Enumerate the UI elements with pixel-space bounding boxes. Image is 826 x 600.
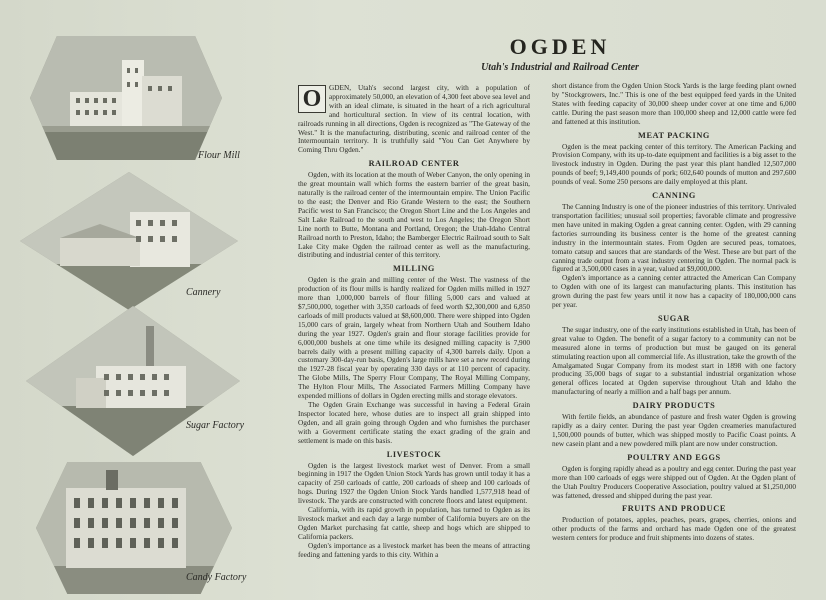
milling-paragraph-1: Ogden is the grain and milling center of the West. The vastness of the production of its flour mills is hardly realized for Ogden mills milled in 1927 more than 1,000,000 barrels of flour filling 5,000 cars and valued at $7,500,000, together with 3,350 carloads of feed worth $2,300,000 and 6,850 carloads of mill products valued at $8,600,000. There were shipped into Ogden 15,000 cars of grain, largely wheat from Northern Utah and Southern Idaho during the year 1927. Ogden's grain and flour storage facilities provide for 6,000,000 bushels at one time while its designed milling capacity is 7,900 barrels daily with a present milling capacity of 4,300 barrels daily. Upon a customary 300-day-run basis, Ogden's large mills have set a new record during the 1927-28 fiscal year by operating 330 days or at 110 percent of capacity. The Globe Mills, The Sperry Flour Company, The Royal Milling Company, The Hylton Flour Mills, The Associated Farmers Milling Company have expended millions of dollars in Ogden erecting mills and storage elevators. xyxy=(298,275,530,401)
poultry-heading: POULTRY AND EGGS xyxy=(627,452,721,462)
photo-column xyxy=(0,0,268,600)
candy-factory-caption: Candy Factory xyxy=(186,572,247,583)
livestock-heading: LIVESTOCK xyxy=(386,449,442,459)
milling-paragraph-2: The Ogden Grain Exchange was successful in having a Federal Grain Inspector located here, whose duties are to inspect all grain shipped into Ogden, and all grain going through Ogden and who furnishes the purchaser with a Goverment certificate stating the exact grading of the grain and settlement is made on this basis. xyxy=(298,400,530,445)
meat-packing-heading: MEAT PACKING xyxy=(638,130,710,140)
meat-packing-paragraph: Ogden is the meat packing center of this territory. The American Packing and Provision Company, with its up-to-date equipment and facilities is a big asset to the livestock industry in Ogden. During the past year this plant handled 12,507,000 pounds of beef; 9,149,400 pounds of pork; 602,640 pounds of mutton and 297,600 pounds of veal. Some 250 persons are daily employed at this plant. xyxy=(552,141,796,187)
sugar-factory-photo xyxy=(26,306,240,456)
railroad-paragraph: Ogden, with its location at the mouth of Weber Canyon, the only opening in the great mountain wall which forms the eastern barrier of the great basin, naturally is the railroad center of the intermountain empire. The Union Pacific to the east; the Denver and Rio Grande Western to the east; the Southern Pacific west to San Francisco; the Oregon Short Line and the Los Angeles and Salt Lake Railroad to the south and west to Los Angeles; the Oregon Short Line north to Butte, Montana and Portland, Oregon; the Utah-Idaho Central Railroad north to Preston, Idaho; the Bamberger Electric Railroad south to Salt Lake City make Ogden the railroad center as well as the manufacturing, distributing and industrial center of this territory. xyxy=(298,170,530,260)
intro-paragraph xyxy=(298,84,530,155)
sugar-heading: SUGAR xyxy=(657,313,691,323)
sugar-factory-caption: Sugar Factory xyxy=(186,420,245,431)
canning-paragraph-2: Ogden's importance as a canning center attracted the American Can Company to Ogden with one of its largest can manufacturing plants. This institution has grown during the past few years until it now has a capacity of 180,000,000 cans per year. xyxy=(552,273,796,310)
fruits-paragraph: Production of potatoes, apples, peaches, pears, grapes, cherries, onions and other products of the farms and orchard has made Ogden one of the greatest western centers for produce and fruit shipments into dozens of states. xyxy=(552,515,796,543)
dairy-paragraph: With fertile fields, an abundance of pasture and fresh water Ogden is growing rapidly as a dairy center. During the past year Ogden creameries manufactured 1,500,000 pounds of butter, which was shipped mostly to Pacific Coast points. A new casein plant and a new powdered milk plant are now under construction. xyxy=(552,412,796,448)
livestock-paragraph-2: California, with its rapid growth in population, has turned to Ogden as its livestock market and each day a large number of California buyers are on the Ogden Market purchasing fat cattle, sheep and hogs which are shipped to California packers. xyxy=(298,505,530,541)
page-title: OGDEN xyxy=(509,34,611,59)
feeding-continued-paragraph: short distance from the Ogden Union Stock Yards is the large feeding plant owned by "Stockgrowers, Inc." This is one of the best equipped feed yards in the United States with feeding capacity of 30,000 sheep under cover at one time and 6,000 cattle. During the past season more than 100,000 sheep and 12,000 cattle were fed and fattened at this institution. xyxy=(552,82,796,126)
flour-mill-caption: Flour Mill xyxy=(198,150,240,161)
flour-mill-photo xyxy=(30,36,222,160)
fruits-heading: FRUITS AND PRODUCE xyxy=(622,504,726,514)
railroad-heading: RAILROAD CENTER xyxy=(368,159,460,169)
intro-text: GDEN, Utah's second largest city, with a population of approximately 50,000, an elevation of 4,300 feet above sea level and with an ideal climate, is situated in the heart of a rich agricultural and horticultural section. In view of its central location, with railroads running in all directions, Ogden is recognized as "The Gateway of the West." It is the manufacturing, distributing, scenic and railroad center of the Intermountain territory. It is truthfully said "You Can Get Anywhere by Coming Thru Ogden." xyxy=(298,84,530,155)
canning-heading: CANNING xyxy=(652,191,696,201)
sugar-paragraph: The sugar industry, one of the early institutions established in Utah, has been of great value to Ogden. The benefit of a sugar factory to a community can not be measured alone in terms of production but must be gauged on its general stimulating reaction upon all commercial life. As illustration, take the growth of the Amalgamated Sugar Company from its modest start in 1898 with one factory producing 35,000 bags of sugar to a substantial industrial organization whose general offices located at Ogden supervise throughout Utah and Idaho the manufacturing of nearly a million and a half bags per annum. xyxy=(552,324,796,397)
canning-paragraph-1: The Canning Industry is one of the pioneer industries of this territory. Unrivaled transportation facilities; unusual soil properties; favorable climate and progressive men have united in making Ogden a great canning center. Ogden, with 29 canning factories surrounding its business center is the home of the greatest canning industry in the intermountain states. From Ogden are secured peas, tomatoes, tomato catsup and sauces that are standards of the West. These are but part of the canning trade output from a vast industry centering in Ogden. The normal pack is figured at 3,500,000 cases in a year, valued at $9,000,000. xyxy=(552,202,796,274)
livestock-paragraph-3: Ogden's importance as a livestock market has been the means of attracting feeding and fattening yards to this city. Within a xyxy=(298,540,530,559)
dairy-heading: DAIRY PRODUCTS xyxy=(632,401,716,411)
livestock-paragraph-1: Ogden is the largest livestock market west of Denver. From a small beginning in 1917 the Ogden Union Stock Yards has grown until today it has a capacity of 250 carloads of cattle, 200 carloads of sheep and 100 carloads of hogs. During 1927 the Ogden Union Stock Yards handled 1,577,918 head of livestock. The yards are constructed with concrete floors and latest equipment. xyxy=(298,460,530,506)
text-column-1 xyxy=(298,84,530,596)
poultry-paragraph: Ogden is forging rapidly ahead as a poultry and egg center. During the past year more than 100 carloads of eggs were shipped out of Ogden. At the Ogden plant of the Utah Poultry Producers Cooperative Association, poultry valued at $1,250,000 was fattened, dressed and shipped during the past year. xyxy=(552,463,796,500)
page-subtitle: Utah's Industrial and Railroad Center xyxy=(481,62,639,73)
cannery-caption: Cannery xyxy=(186,287,221,298)
drop-cap: O xyxy=(298,85,326,113)
milling-heading: MILLING xyxy=(392,264,435,274)
text-column-2 xyxy=(552,82,796,596)
